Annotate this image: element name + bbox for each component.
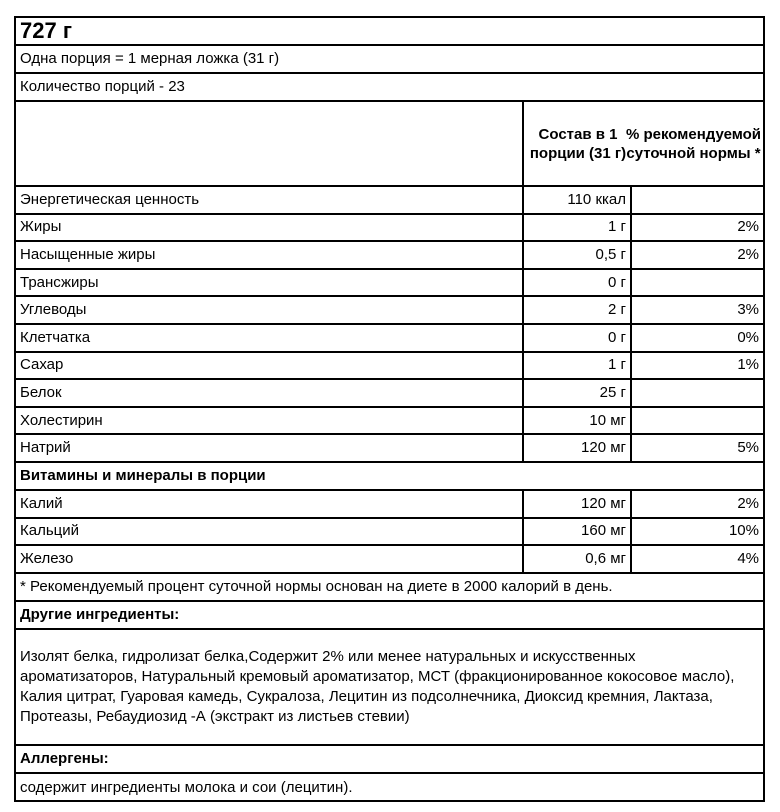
product-weight: 727 г [20, 18, 72, 43]
nutrient-percent [632, 408, 763, 434]
vitamins-heading-row [16, 463, 763, 491]
table-row [16, 491, 763, 519]
other-ingredients-heading-row [16, 602, 763, 630]
nutrient-percent: 2% [737, 218, 759, 236]
table-row [16, 215, 763, 243]
nutrient-percent: 3% [737, 301, 759, 319]
nutrient-percent: 10% [728, 522, 759, 540]
table-row [16, 408, 763, 436]
nutrient-amount: 1 г [524, 215, 632, 241]
nutrient-percent [632, 380, 763, 406]
allergens-row [16, 774, 763, 802]
table-row [16, 380, 763, 408]
nutrient-name: Сахар [16, 353, 524, 379]
nutrient-amount: 0,6 мг [524, 546, 632, 572]
nutrient-name: Холестирин [16, 408, 524, 434]
nutrient-amount: 120 мг [524, 435, 632, 461]
nutrient-percent [632, 270, 763, 296]
table-row [16, 353, 763, 381]
footnote-row [16, 574, 763, 602]
other-ingredients-row [16, 630, 763, 746]
nutrient-name: Жиры [16, 215, 524, 241]
other-ingredients-text: Изолят белка, гидролизат белка,Содержит 2% или менее натуральных и искусственных ароматизаторов, Натуральный кремовый ароматизатор, МСТ (фракционированное кокосовое масло), Калия цитрат, Гуаровая камедь, Сукралоза, Лецитин из подсолнечника, Диоксид кремния, Лактаза, Протеазы, Ребаудиозид -А (экстракт из листьев стевии) [20, 648, 735, 725]
table-row [16, 325, 763, 353]
nutrient-name: Калий [16, 491, 524, 517]
nutrient-percent: 5% [737, 439, 759, 457]
footnote: * Рекомендуемый процент суточной нормы основан на диете в 2000 калорий в день. [20, 578, 613, 595]
nutrient-amount: 0,5 г [524, 242, 632, 268]
nutrient-amount: 1 г [524, 353, 632, 379]
table-row [16, 270, 763, 298]
column-header-row [16, 102, 763, 187]
nutrition-facts-table [14, 16, 765, 802]
servings-count: Количество порций - 23 [20, 78, 185, 95]
nutrient-amount: 0 г [524, 325, 632, 351]
serving-row [16, 46, 763, 74]
serving-size: Одна порция = 1 мерная ложка (31 г) [20, 50, 280, 67]
nutrient-amount: 110 ккал [524, 187, 632, 213]
other-ingredients-heading: Другие ингредиенты: [20, 606, 180, 623]
nutrient-name: Энергетическая ценность [16, 187, 524, 213]
nutrient-percent [632, 187, 763, 213]
table-row [16, 187, 763, 215]
allergens-text: содержит ингредиенты молока и сои (лецитин). [20, 779, 353, 796]
nutrient-name: Железо [16, 546, 524, 572]
column-header-amount: Состав в 1 порции (31 г) [529, 125, 627, 162]
table-row [16, 519, 763, 547]
nutrient-name: Кальций [16, 519, 524, 545]
column-header-percent: % рекомендуемой суточной нормы * [625, 125, 762, 162]
table-row [16, 546, 763, 574]
table-row [16, 242, 763, 270]
vitamins-heading: Витамины и минералы в порции [20, 467, 266, 484]
nutrient-percent: 0% [737, 328, 759, 346]
nutrient-amount: 25 г [524, 380, 632, 406]
nutrient-amount: 10 мг [524, 408, 632, 434]
nutrient-percent: 2% [737, 494, 759, 512]
nutrient-name: Клетчатка [16, 325, 524, 351]
allergens-heading-row [16, 746, 763, 774]
nutrient-amount: 2 г [524, 297, 632, 323]
table-row [16, 297, 763, 325]
nutrient-amount: 160 мг [524, 519, 632, 545]
column-header-name [16, 102, 524, 185]
nutrient-name: Белок [16, 380, 524, 406]
nutrient-percent: 1% [737, 356, 759, 374]
nutrient-name: Насыщенные жиры [16, 242, 524, 268]
nutrient-name: Углеводы [16, 297, 524, 323]
table-row [16, 435, 763, 463]
weight-row [16, 18, 763, 46]
nutrient-amount: 0 г [524, 270, 632, 296]
servings-count-row [16, 74, 763, 102]
nutrient-amount: 120 мг [524, 491, 632, 517]
nutrient-name: Натрий [16, 435, 524, 461]
nutrient-percent: 4% [737, 549, 759, 567]
nutrient-percent: 2% [737, 245, 759, 263]
nutrient-name: Трансжиры [16, 270, 524, 296]
allergens-heading: Аллергены: [20, 750, 109, 767]
